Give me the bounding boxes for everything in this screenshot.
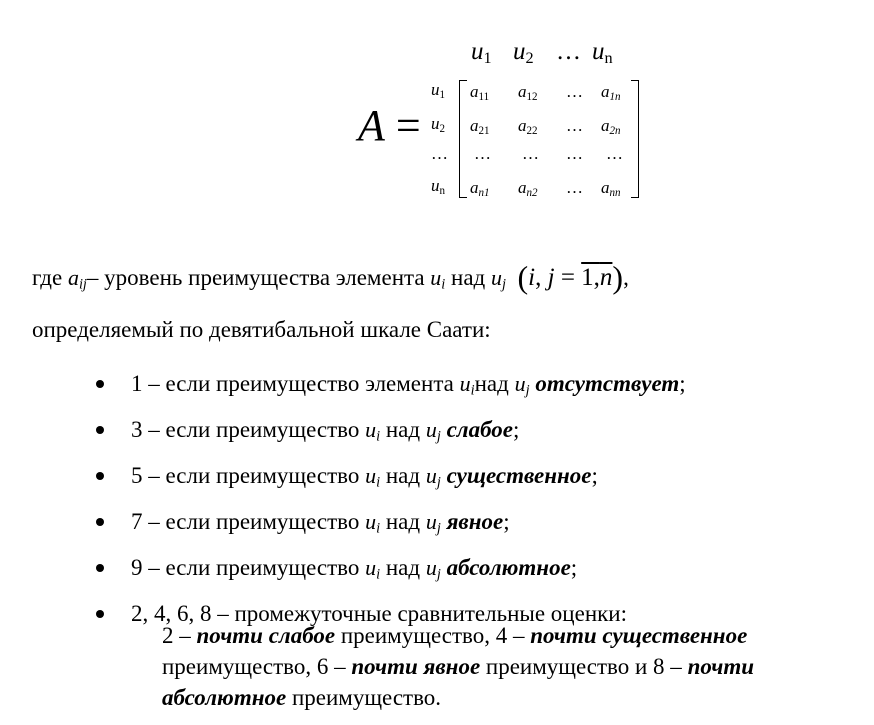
bullet-icon <box>96 610 104 618</box>
matrix-cell: $a_{12}$ <box>518 82 538 103</box>
matrix-cell: … <box>566 144 583 163</box>
matrix-bracket-right <box>631 80 639 198</box>
index-range: (i, j = 1,n) <box>517 259 624 295</box>
matrix-bracket-left <box>459 80 467 198</box>
col-header-1: $u_1$ <box>471 38 492 68</box>
row-header-ellipsis: … <box>431 144 448 163</box>
matrix-cell: … <box>566 82 583 101</box>
matrix-cell: … <box>522 144 539 163</box>
matrix-cell: $a_{n2}$ <box>518 178 538 199</box>
bullet-icon <box>96 518 104 526</box>
saaty-scale-line: определяемый по девятибальной шкале Саати: <box>32 317 491 342</box>
list-item: 5 – если преимущество $u_i$ над $u_j$ существенное; <box>96 456 686 502</box>
row-header-2: $u_2$ <box>431 114 446 135</box>
matrix-cell: $a_{nn}$ <box>601 178 621 199</box>
matrix-cell: … <box>566 116 583 135</box>
matrix-cell: … <box>474 144 491 163</box>
row-header-1: $u_1$ <box>431 80 446 101</box>
bullet-icon <box>96 426 104 434</box>
matrix-label: A = <box>358 101 421 150</box>
list-item: 3 – если преимущество $u_i$ над $u_j$ слабое; <box>96 410 686 456</box>
saaty-scale-list <box>96 364 686 640</box>
where-line: где $a_{ij}-$ уровень преимущества элемента $u_i$ над $u_j$ (i, j = 1,n), <box>32 259 629 295</box>
matrix-cell: $a_{2n}$ <box>601 116 621 137</box>
col-header-2: $u_2$ <box>513 38 534 68</box>
ui-symbol: $u_i$ <box>430 265 446 293</box>
intermediate-values-paragraph: 2 – почти слабое преимущество, 4 – почти существенное преимущество, 6 – почти явное преимущество и 8 – почти абсолютное преимущество. <box>162 623 755 710</box>
col-header-ellipsis: … <box>556 38 581 65</box>
matrix-cell: … <box>566 178 583 197</box>
aij-symbol: $a_{ij}$ <box>67 265 87 293</box>
list-item: 7 – если преимущество $u_i$ над $u_j$ явное; <box>96 502 686 548</box>
bullet-icon <box>96 472 104 480</box>
matrix-cell: $a_{n1}$ <box>470 178 490 199</box>
list-item: 1 – если преимущество элемента $u_iнад$ $u_j$ отсутствует; <box>96 364 686 410</box>
bullet-icon <box>96 380 104 388</box>
matrix-cell: $a_{22}$ <box>518 116 538 137</box>
matrix-cell: … <box>606 144 623 163</box>
matrix-cell: $a_{1n}$ <box>601 82 621 103</box>
uj-symbol: $u_j$ <box>491 265 506 293</box>
list-item: 2, 4, 6, 8 – промежуточные сравнительные оценки: <box>96 594 686 640</box>
col-header-n: $u_n$ <box>592 38 613 68</box>
row-header-n: $u_n$ <box>431 176 446 197</box>
matrix-cell: $a_{11}$ <box>470 82 490 103</box>
bullet-icon <box>96 564 104 572</box>
matrix-formula <box>0 0 874 240</box>
matrix-cell: $a_{21}$ <box>470 116 490 137</box>
list-item: 9 – если преимущество $u_i$ над $u_j$ абсолютное; <box>96 548 686 594</box>
